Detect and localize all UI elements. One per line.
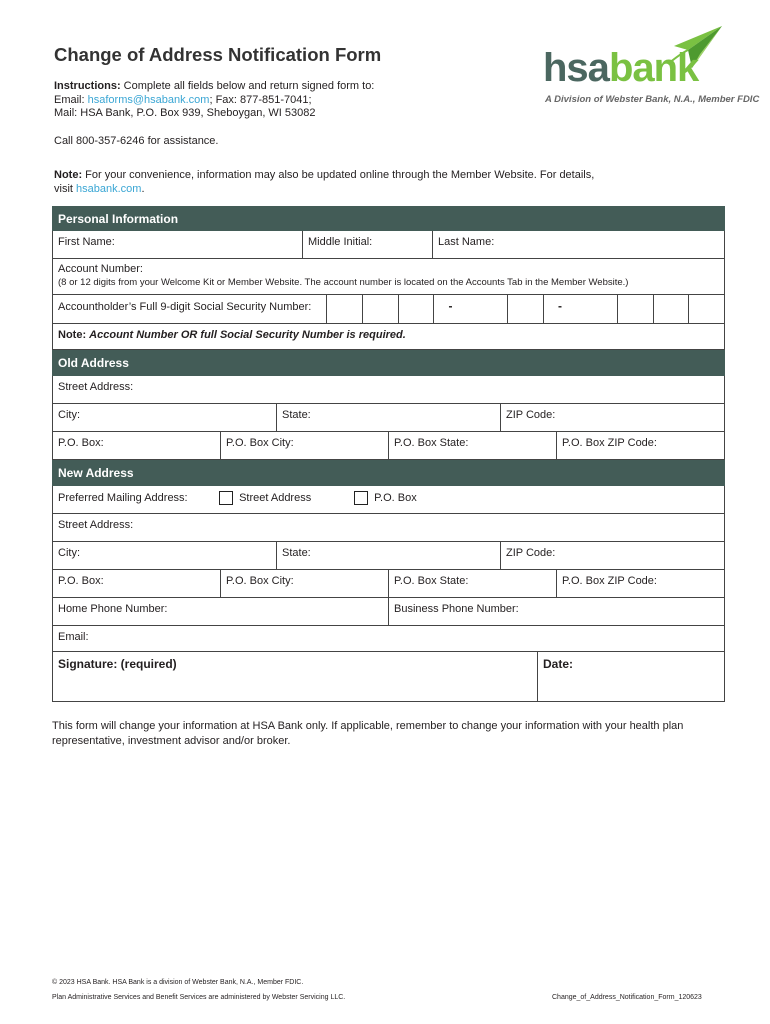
logo-wordmark: hsabank — [543, 46, 699, 90]
ssn-label: Accountholder’s Full 9-digit Social Security Number: — [53, 295, 327, 323]
ssn-digit[interactable] — [399, 295, 453, 323]
account-number-hint: (8 or 12 digits from your Welcome Kit or Member Website. The account number is located on the Accounts Tab in the Member Website.) — [58, 277, 629, 288]
address-form — [52, 206, 725, 702]
new-address-header: New Address — [52, 460, 725, 486]
required-note-text: Account Number OR full Social Security Number is required. — [89, 329, 406, 341]
ssn-digit[interactable] — [618, 295, 654, 323]
preferred-address-label: Preferred Mailing Address: — [58, 491, 188, 504]
personal-info-header: Personal Information — [52, 206, 725, 231]
ssn-digit[interactable] — [472, 295, 508, 323]
note-end: . — [141, 182, 145, 195]
preferred-address-row — [52, 486, 725, 514]
ssn-row — [52, 295, 725, 324]
instructions-label: Instructions: — [54, 80, 121, 92]
required-note-label: Note: — [58, 329, 90, 341]
new-po-box-field[interactable]: P.O. Box: — [53, 570, 221, 597]
date-field[interactable]: Date: — [543, 657, 574, 671]
old-city-field[interactable]: City: — [53, 404, 277, 431]
account-number-label: Account Number: — [58, 263, 143, 275]
ssn-digit[interactable] — [327, 295, 363, 323]
required-note-row — [52, 324, 725, 350]
form-id: Change_of_Address_Notification_Form_120623 — [552, 994, 702, 1001]
ssn-dash: - — [448, 299, 453, 313]
street-address-checkbox[interactable] — [219, 491, 233, 505]
note-text: For your convenience, information may also be updated online through the Member Website. For details, visit — [54, 169, 595, 195]
ssn-digit[interactable] — [582, 295, 618, 323]
new-street-field[interactable]: Street Address: — [58, 519, 134, 531]
name-row — [52, 231, 725, 259]
note-label: Note: — [54, 169, 83, 181]
copyright-text: © 2023 HSA Bank. HSA Bank is a division of Webster Bank, N.A., Member FDIC. — [52, 979, 304, 986]
ssn-digit[interactable] — [654, 295, 690, 323]
ssn-digit[interactable] — [363, 295, 399, 323]
email-link[interactable]: hsaforms@hsabank.com — [87, 93, 210, 106]
old-address-header: Old Address — [52, 350, 725, 376]
website-link[interactable]: hsabank.com — [76, 182, 142, 195]
old-po-box-field[interactable]: P.O. Box: — [53, 432, 221, 459]
old-po-zip-field[interactable]: P.O. Box ZIP Code: — [562, 437, 657, 449]
new-city-field[interactable]: City: — [53, 542, 277, 569]
new-po-state-field[interactable]: P.O. Box State: — [389, 570, 557, 597]
old-state-field[interactable]: State: — [277, 404, 501, 431]
footer-notice: This form will change your information at HSA Bank only. If applicable, remember to change your information with your health plan representative, investment advisor and/or broker. — [52, 720, 684, 747]
first-name-field[interactable]: First Name: — [53, 231, 303, 258]
note-paragraph — [54, 169, 614, 196]
street-address-option: Street Address — [239, 491, 312, 504]
new-po-city-field[interactable]: P.O. Box City: — [221, 570, 389, 597]
new-state-field[interactable]: State: — [277, 542, 501, 569]
middle-initial-field[interactable]: Middle Initial: — [303, 231, 433, 258]
business-phone-field[interactable]: Business Phone Number: — [394, 603, 519, 615]
page-title: Change of Address Notification Form — [54, 44, 382, 65]
logo-tagline: A Division of Webster Bank, N.A., Member FDIC — [545, 94, 760, 105]
signature-field[interactable]: Signature: (required) — [53, 652, 538, 701]
email-field[interactable]: Email: — [58, 631, 89, 643]
account-number-field[interactable] — [52, 259, 725, 295]
old-po-state-field[interactable]: P.O. Box State: — [389, 432, 557, 459]
old-street-field[interactable]: Street Address: — [58, 381, 134, 393]
home-phone-field[interactable]: Home Phone Number: — [53, 598, 389, 625]
ssn-dash: - — [557, 299, 562, 313]
email-label: Email: — [54, 93, 88, 106]
po-box-checkbox[interactable] — [354, 491, 368, 505]
mail-text: Mail: HSA Bank, P.O. Box 939, Sheboygan, WI 53082 — [54, 107, 316, 119]
fax-text: ; Fax: 877-851-7041; — [209, 93, 312, 106]
admin-services-text: Plan Administrative Services and Benefit Services are administered by Webster Servicing LLC. — [52, 994, 346, 1001]
old-po-city-field[interactable]: P.O. Box City: — [221, 432, 389, 459]
call-text: Call 800-357-6246 for assistance. — [54, 135, 219, 147]
new-zip-field[interactable]: ZIP Code: — [506, 547, 556, 559]
instructions — [54, 80, 374, 121]
po-box-option: P.O. Box — [374, 491, 417, 504]
old-zip-field[interactable]: ZIP Code: — [506, 409, 556, 421]
new-po-zip-field[interactable]: P.O. Box ZIP Code: — [562, 575, 657, 587]
ssn-digit[interactable] — [689, 295, 724, 323]
last-name-field[interactable]: Last Name: — [438, 236, 495, 248]
instructions-text: Complete all fields below and return signed form to: — [120, 80, 375, 92]
ssn-digit[interactable] — [508, 295, 562, 323]
